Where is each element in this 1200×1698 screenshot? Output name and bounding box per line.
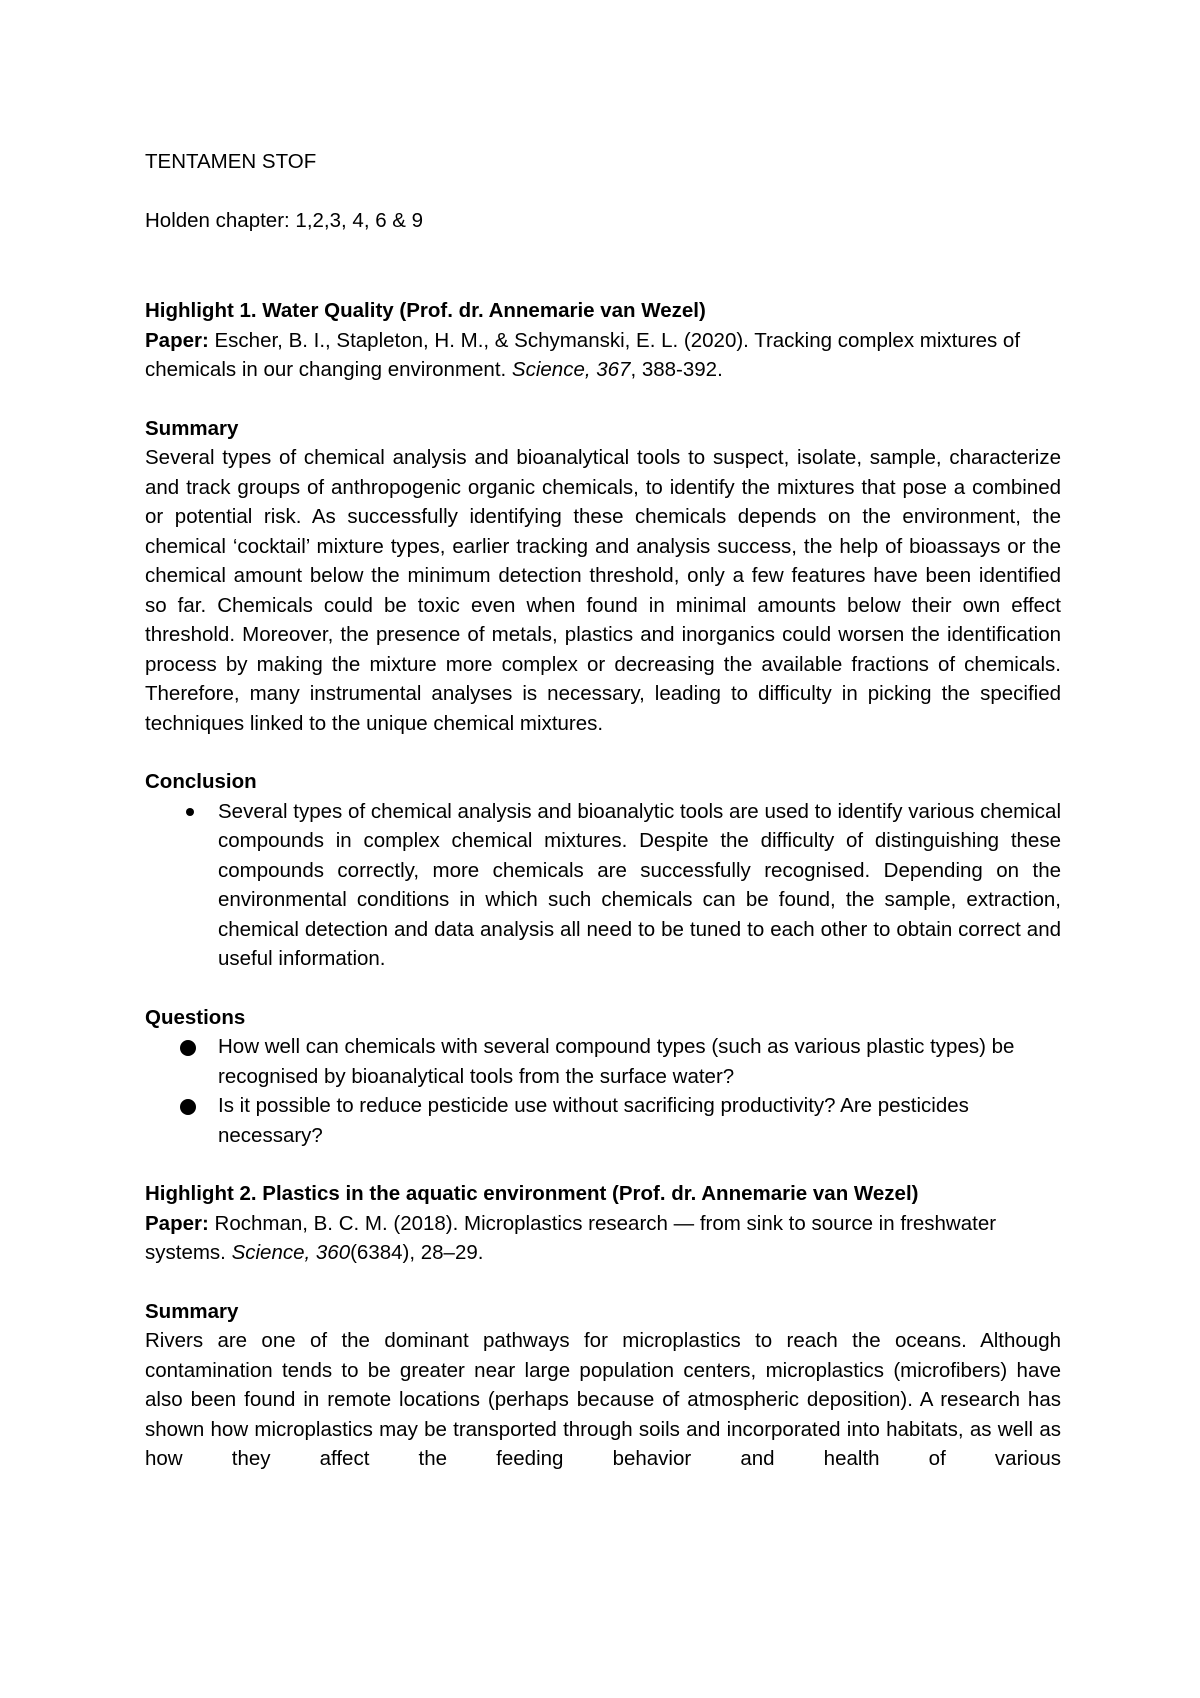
paper-journal: Science, 360 (231, 1241, 351, 1264)
highlight-1-summary-text: Several types of chemical analysis and bioanalytical tools to suspect, isolate, sample, characterize and track groups of anthropogenic organic chemicals, to identify the mixtures that pose a combined or potential risk. As successfully identifying these chemicals depends on the environment, the chemical ‘cocktail’ mixture types, earlier tracking and analysis success, the help of bioassays or the chemical amount below the minimum detection threshold, only a few features have been identified so far. Chemicals could be toxic even when found in minimal amounts below their own effect threshold. Moreover, the presence of metals, plastics and inorganics could worsen the identification process by making the mixture more complex or decreasing the available fractions of chemicals. Therefore, many instrumental analyses is necessary, leading to difficulty in picking the specified techniques linked to the unique chemical mixtures. (145, 446, 1061, 735)
conclusion-list (145, 797, 1061, 974)
question-item (145, 1091, 1061, 1150)
highlight-2-paper-reference (145, 1209, 1061, 1268)
paper-ref-after: , 388-392. (630, 358, 723, 381)
question-text: Is it possible to reduce pesticide use without sacrificing productivity? Are pesticides necessary? (218, 1094, 969, 1147)
highlight-1-summary-heading: Summary (145, 416, 239, 440)
highlight-1-conclusion-heading: Conclusion (145, 770, 257, 793)
paper-label: Paper: (145, 1211, 209, 1235)
paper-ref-after: (6384), 28–29. (350, 1241, 484, 1264)
highlight-2-summary-text: Rivers are one of the dominant pathways for microplastics to reach the oceans. Although contamination tends to be greater near large population centers, microplastics (microfibers) have also been found in remote locations (perhaps because of atmospheric deposition). A research has shown how microplastics may be transported through soils and incorporated into habitats, as well as how they affect the feeding behavior and health of various (145, 1329, 1061, 1470)
highlight-1-heading: Highlight 1. Water Quality (Prof. dr. Annemarie van Wezel) (145, 299, 706, 322)
questions-list (145, 1032, 1061, 1150)
conclusion-item: Several types of chemical analysis and bioanalytic tools are used to identify various chemical compounds in complex chemical mixtures. Despite the difficulty of distinguishing these compounds correctly, more chemicals are successfully recognised. Depending on the environmental conditions in which such chemicals can be found, the sample, extraction, chemical detection and data analysis all need to be tuned to each other to obtain correct and useful information. (145, 797, 1061, 974)
paper-ref-before: Rochman, B. C. M. (2018). Microplastics research — from sink to source in freshwater systems. (145, 1211, 997, 1264)
bullet-dot-icon (180, 1099, 196, 1115)
chapters-line: Holden chapter: 1,2,3, 4, 6 & 9 (145, 208, 424, 232)
document-title: TENTAMEN STOF (145, 150, 317, 173)
document-content (145, 147, 1061, 1474)
highlight-1-paper-reference (145, 326, 1061, 385)
highlight-2-heading: Highlight 2. Plastics in the aquatic environment (Prof. dr. Annemarie van Wezel) (145, 1182, 919, 1205)
question-item (145, 1032, 1061, 1091)
highlight-1-questions-heading: Questions (145, 1005, 246, 1029)
paper-label: Paper: (145, 328, 209, 352)
paper-ref-before: Escher, B. I., Stapleton, H. M., & Schymanski, E. L. (2020). Tracking complex mixtures of chemicals in our changing environment. (145, 328, 1021, 381)
bullet-dot-icon (180, 1040, 196, 1056)
highlight-2-summary-heading: Summary (145, 1299, 239, 1323)
paper-journal: Science, 367 (511, 358, 631, 381)
question-text: How well can chemicals with several compound types (such as various plastic types) be recognised by bioanalytical tools from the surface water? (218, 1035, 1015, 1088)
